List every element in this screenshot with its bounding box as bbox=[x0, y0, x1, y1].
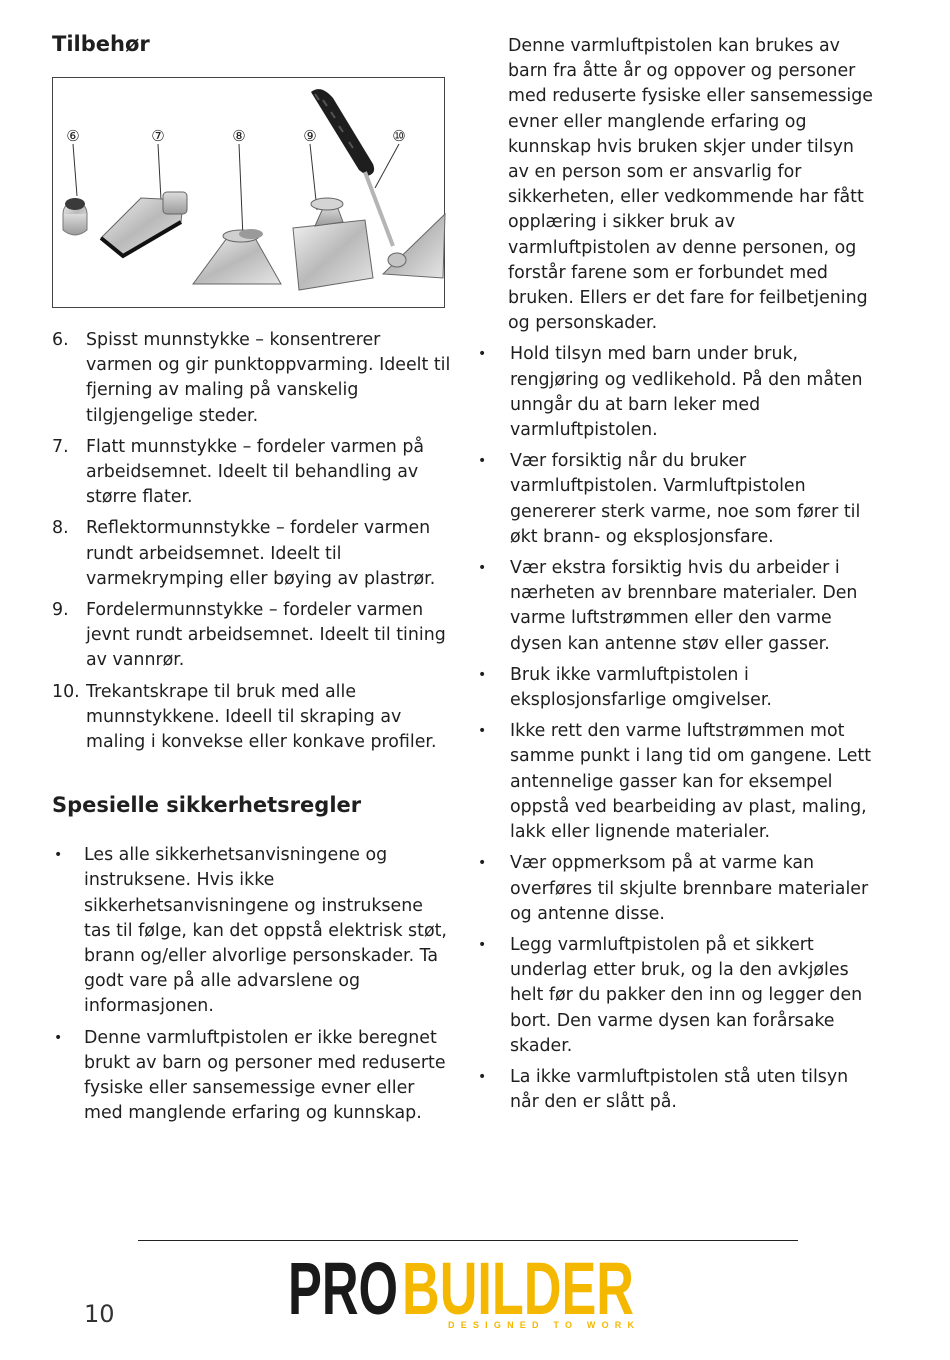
list-item bbox=[478, 342, 878, 443]
right-safety-list bbox=[478, 342, 878, 1115]
bullet-text: La ikke varmluftpistolen stå uten tilsyn når den er slått på. bbox=[510, 1066, 849, 1113]
list-item bbox=[478, 663, 878, 713]
item-text: Reflektormunnstykke – fordeler varmen rundt arbeidsemnet. Ideelt til varmekrymping eller bøying av plastrør. bbox=[86, 518, 436, 589]
item-text: Trekantskrape til bruk med alle munnstykkene. Ideell til skraping av maling i konvekse eller konkave profiler. bbox=[86, 681, 437, 753]
bullet-text: Vær oppmerksom på at varme kan overføres til skjulte brennbare materialer og antenne disse. bbox=[510, 853, 869, 924]
item-number: 6. bbox=[52, 330, 69, 350]
page-number: 10 bbox=[84, 1300, 115, 1328]
footer-divider bbox=[138, 1240, 798, 1241]
bullet-text: Denne varmluftpistolen er ikke beregnet brukt av barn og personer med reduserte fysiske eller sansemessige evner eller med manglende erfaring og kunnskap. bbox=[84, 1027, 446, 1124]
callout-7: ⑦ bbox=[151, 127, 165, 145]
list-item bbox=[52, 1026, 452, 1127]
bullet-text: Hold tilsyn med barn under bruk, rengjøring og vedlikehold. På den måten unngår du at barn leker med varmluftpistolen. bbox=[510, 344, 863, 441]
item-text: Fordelermunnstykke – fordeler varmen jevnt rundt arbeidsemnet. Ideelt til tining av vannrør. bbox=[86, 600, 446, 671]
bullet-icon: • bbox=[478, 346, 487, 363]
list-item bbox=[52, 435, 452, 511]
accessories-figure bbox=[52, 77, 445, 308]
bullet-icon: • bbox=[54, 1029, 63, 1046]
callout-9: ⑨ bbox=[303, 127, 317, 145]
bullet-icon: • bbox=[54, 847, 63, 864]
bullet-icon: • bbox=[478, 1068, 487, 1085]
reflector-nozzle-icon bbox=[193, 229, 281, 284]
bullet-text: Bruk ikke varmluftpistolen i eksplosjonsfarlige omgivelser. bbox=[510, 664, 772, 711]
list-item bbox=[478, 449, 878, 550]
left-column bbox=[52, 30, 452, 1132]
item-number: 8. bbox=[52, 518, 69, 539]
list-item bbox=[52, 598, 452, 674]
probuilder-logo bbox=[288, 1248, 638, 1332]
bullet-icon: • bbox=[478, 936, 487, 953]
bullet-text: Legg varmluftpistolen på et sikkert underlag etter bruk, og la den avkjøles helt før du pakker den inn og legger den bort. Den varme dysen kan forårsake skader. bbox=[510, 934, 863, 1056]
nozzles-illustration bbox=[53, 78, 446, 309]
callout-10: ⑩ bbox=[392, 127, 406, 145]
logo-builder-text: BUILDER bbox=[402, 1248, 634, 1330]
safety-list bbox=[52, 843, 452, 1126]
list-item bbox=[478, 556, 878, 657]
heading-accessories: Tilbehør bbox=[52, 32, 150, 56]
callout-8: ⑧ bbox=[232, 127, 246, 145]
list-item bbox=[52, 328, 452, 429]
list-item bbox=[478, 851, 878, 927]
bullet-text: Les alle sikkerhetsanvisningene og instruksene. Hvis ikke sikkerhetsanvisningene og instruksene tas til følge, kan det oppstå elektrisk støt, brann og/eller alvorlige personskader. Ta godt vare på alle advarslene og informasjonen. bbox=[84, 845, 447, 1017]
heading-safety: Spesielle sikkerhetsregler bbox=[52, 793, 362, 818]
item-number: 7. bbox=[52, 436, 69, 457]
logo-tagline: DESIGNED TO WORK bbox=[448, 1320, 634, 1330]
spreader-nozzle-icon bbox=[293, 198, 373, 290]
bullet-text: Ikke rett den varme luftstrømmen mot samme punkt i lang tid om gangene. Lett antennelige gasser kan for eksempel oppstå ved bearbeiding av plast, maling, lakk eller lignende materialer. bbox=[510, 721, 872, 843]
list-item bbox=[52, 516, 452, 592]
item-number: 9. bbox=[52, 600, 69, 621]
logo-pro-text: PRO bbox=[288, 1248, 398, 1330]
intro-paragraph: Denne varmluftpistolen kan brukes av barn fra åtte år og oppover og personer med reduserte fysiske eller sansemessige evner eller manglende erfaring og kunnskap hvis bruken skjer under tilsyn av en person som er ansvarlig for sikkerheten, eller vedkommende har fått opplæring i sikker bruk av varmluftpistolen av denne personen, og forstår farene som er forbundet med bruken. Ellers er det fare for feilbetjening og personskader. bbox=[508, 36, 873, 334]
bullet-icon: • bbox=[478, 855, 487, 872]
list-item bbox=[478, 719, 878, 845]
item-text: Flatt munnstykke – fordeler varmen på arbeidsemnet. Ideelt til behandling av større flater. bbox=[86, 436, 425, 508]
list-item bbox=[52, 680, 452, 756]
bullet-icon: • bbox=[478, 666, 487, 683]
bullet-text: Vær forsiktig når du bruker varmluftpistolen. Varmluftpistolen genererer sterk varme, noe som fører til økt brann- og eksplosjonsfare. bbox=[510, 451, 861, 547]
callout-6: ⑥ bbox=[66, 127, 80, 145]
flat-nozzle-icon bbox=[101, 192, 187, 256]
bullet-icon: • bbox=[478, 560, 487, 577]
item-number: 10. bbox=[52, 681, 80, 702]
item-text: Spisst munnstykke – konsentrerer varmen og gir punktoppvarming. Ideelt til fjerning av maling på vanskelig tilgjengelige steder. bbox=[86, 330, 451, 426]
pointed-nozzle-icon bbox=[63, 198, 87, 235]
accessory-list bbox=[52, 328, 452, 755]
bullet-icon: • bbox=[478, 453, 487, 470]
right-column bbox=[478, 34, 878, 1121]
bullet-icon: • bbox=[478, 723, 487, 740]
bullet-text: Vær ekstra forsiktig hvis du arbeider i nærheten av brennbare materialer. Den varme luftstrømmen eller den varme dysen kan antenne støv eller gasser. bbox=[510, 558, 858, 654]
list-item bbox=[478, 1065, 878, 1115]
list-item bbox=[52, 843, 452, 1019]
list-item bbox=[478, 933, 878, 1059]
